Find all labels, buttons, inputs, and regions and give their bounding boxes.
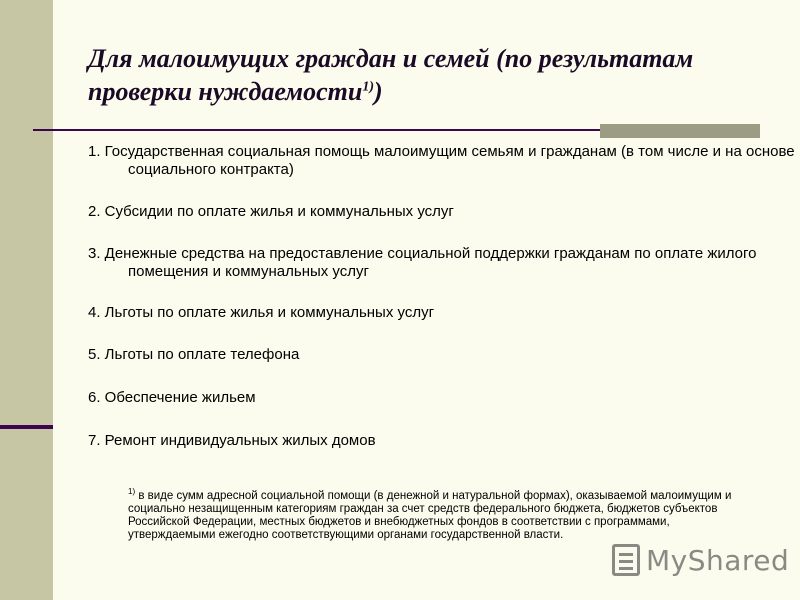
list-item: 2. Субсидии по оплате жилья и коммунальных услуг bbox=[88, 203, 454, 220]
slide-title-text: Для малоимущих граждан и семей (по результатам проверки нуждаемости bbox=[88, 44, 694, 106]
left-accent-line bbox=[0, 425, 53, 429]
list-item: 6. Обеспечение жильем bbox=[88, 389, 256, 406]
watermark bbox=[612, 540, 789, 580]
list-item: 5. Льготы по оплате телефона bbox=[88, 346, 300, 363]
list-item: 4. Льготы по оплате жилья и коммунальных услуг bbox=[88, 304, 435, 321]
footnote-text: в виде сумм адресной социальной помощи (в денежной и натуральной формах), оказываемой малоимущим и социально незащищенным категориям граждан за счет средств федерального бюджета, бюджетов субъектов Российской Федерации, местных бюджетов и внебюджетных фондов в соответствии с программами, утверждаемыми ежегодно соответствующими органами государственной власти. bbox=[128, 490, 732, 541]
list-item: 3. Денежные средства на предоставление социальной поддержки гражданам по оплате жилого помещения и коммунальных услуг bbox=[88, 245, 757, 280]
presentation-screen-icon bbox=[612, 544, 640, 576]
list-item: 7. Ремонт индивидуальных жилых домов bbox=[88, 432, 376, 449]
title-underline bbox=[33, 129, 601, 131]
slide-title-footnote-mark: 1) bbox=[362, 79, 375, 95]
slide-title-end: ) bbox=[374, 77, 383, 106]
title-underline-block bbox=[600, 124, 760, 138]
footnote-mark: 1) bbox=[128, 487, 136, 497]
footnote bbox=[128, 487, 738, 542]
watermark-text: MyShared bbox=[646, 543, 790, 577]
slide-title bbox=[88, 42, 768, 108]
list-item: 1. Государственная социальная помощь малоимущим семьям и гражданам (в том числе и на основе социального контракта) bbox=[88, 143, 795, 178]
left-decorative-band bbox=[0, 0, 53, 600]
